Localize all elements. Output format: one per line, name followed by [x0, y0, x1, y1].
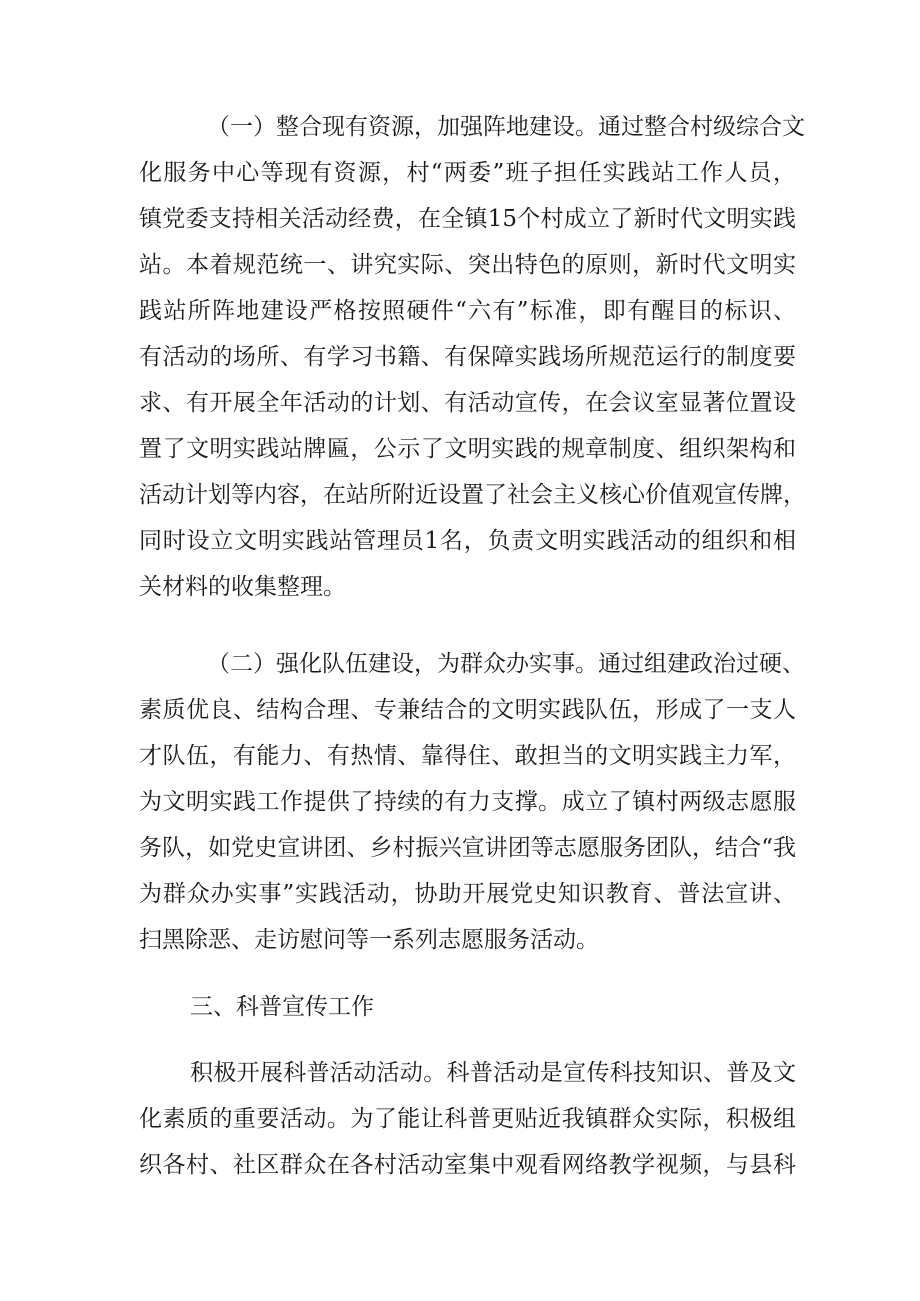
text-line: 为群众办实事”实践活动，协助开展党史知识教育、普法宣讲、 [139, 881, 796, 907]
text-line: 践站所阵地建设严格按照硬件“六有”标准，即有醒目的标识、 [139, 298, 796, 324]
text-line: 有活动的场所、有学习书籍、有保障实践场所规范运行的制度要 [139, 344, 796, 370]
text-line: 同时设立文明实践站管理员1名，负责文明实践活动的组织和相 [139, 528, 796, 554]
text-line: 务队，如党史宣讲团、乡村振兴宣讲团等志愿服务团队，结合“我 [139, 835, 796, 861]
text-line: 化服务中心等现有资源，村“两委”班子担任实践站工作人员， [139, 160, 796, 186]
text-line: 积极开展科普活动活动。科普活动是宣传科技知识、普及文 [190, 1060, 796, 1086]
text-line: 置了文明实践站牌匾，公示了文明实践的规章制度、组织架构和 [139, 436, 796, 462]
text-line: 织各村、社区群众在各村活动室集中观看网络教学视频，与县科 [139, 1152, 796, 1178]
text-line: 关材料的收集整理。 [139, 574, 346, 600]
text-line: 站。本着规范统一、讲究实际、突出特色的原则，新时代文明实 [139, 252, 796, 278]
text-line: 为文明实践工作提供了持续的有力支撑。成立了镇村两级志愿服 [139, 789, 796, 815]
text-line: 求、有开展全年活动的计划、有活动宣传，在会议室显著位置设 [139, 390, 796, 416]
text-line: 活动计划等内容，在站所附近设置了社会主义核心价值观宣传牌， [139, 482, 806, 508]
text-line: 扫黑除恶、走访慰问等一系列志愿服务活动。 [139, 927, 599, 953]
text-line: （二）强化队伍建设，为群众办实事。通过组建政治过硬、 [207, 651, 805, 677]
heading-text: 三、科普宣传工作 [190, 994, 374, 1020]
text-line: 才队伍，有能力、有热情、靠得住、敢担当的文明实践主力军， [139, 743, 796, 769]
text-line: （一）整合现有资源，加强阵地建设。通过整合村级综合文 [207, 114, 805, 140]
text-line: 化素质的重要活动。为了能让科普更贴近我镇群众实际，积极组 [139, 1106, 796, 1132]
text-line: 素质优良、结构合理、专兼结合的文明实践队伍，形成了一支人 [139, 697, 796, 723]
text-line: 镇党委支持相关活动经费，在全镇15个村成立了新时代文明实践 [139, 206, 796, 232]
